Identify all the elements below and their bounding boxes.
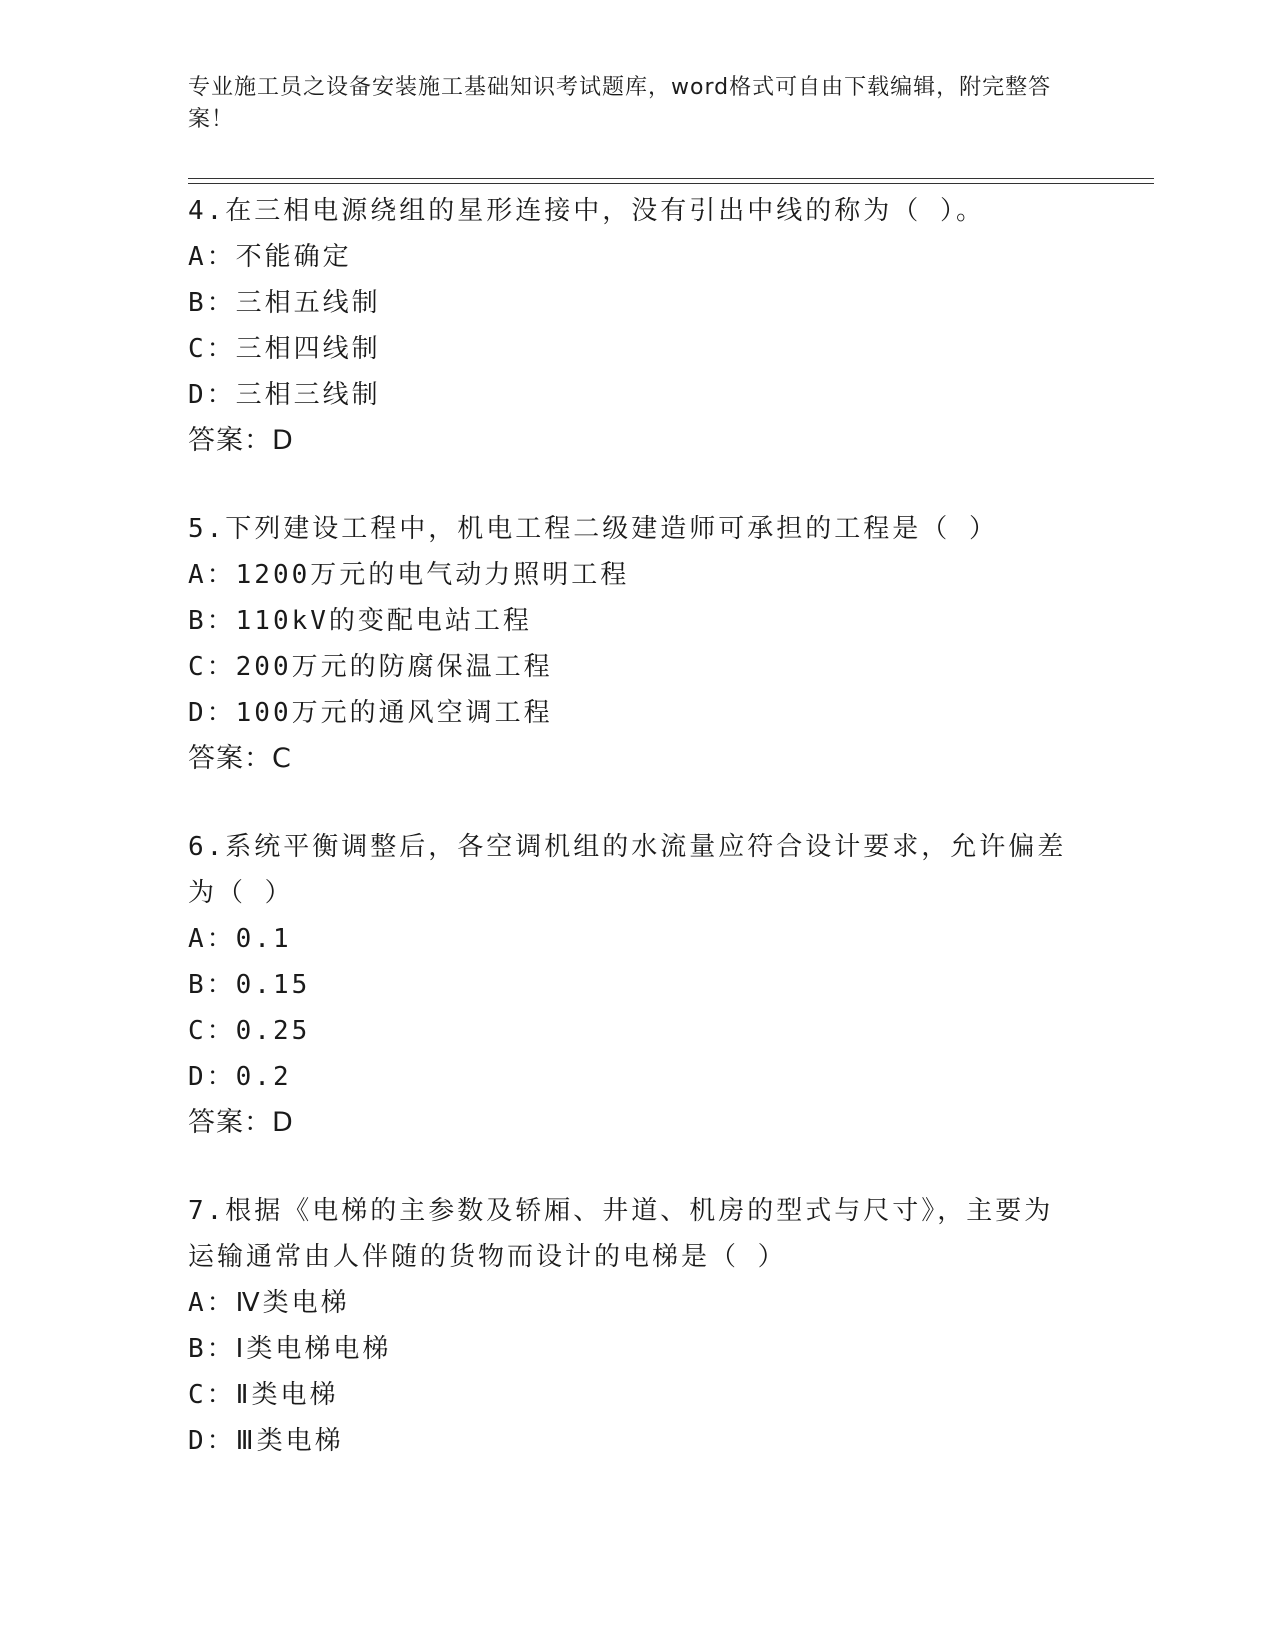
option-b: B：三相五线制 [188,288,381,318]
header-divider-bottom [188,183,1154,184]
question-6 [188,824,1068,1146]
option-b: B：110kV的变配电站工程 [188,606,532,636]
question-5 [188,506,1068,782]
question-stem: 4.在三相电源绕组的星形连接中，没有引出中线的称为（ ）。 [188,196,985,226]
question-stem: 7.根据《电梯的主参数及轿厢、井道、机房的型式与尺寸》，主要为运输通常由人伴随的货物而设计的电梯是（ ） [188,1196,1054,1272]
option-d: D：100万元的通风空调工程 [188,698,553,728]
option-b: B：0.15 [188,970,311,1000]
answer-line: 答案：D [188,425,294,456]
document-header: 专业施工员之设备安装施工基础知识考试题库，word格式可自由下载编辑，附完整答案！ [188,75,1052,132]
option-a: A：1200万元的电气动力照明工程 [188,560,630,590]
option-c: C：200万元的防腐保温工程 [188,652,553,682]
option-a: A：Ⅳ类电梯 [188,1288,350,1318]
answer-line: 答案：D [188,1107,294,1138]
option-a: A：不能确定 [188,242,352,272]
option-c: C：三相四线制 [188,334,381,364]
header-divider-top [188,178,1154,179]
option-a: A：0.1 [188,924,292,954]
question-7 [188,1188,1068,1464]
option-d: D：Ⅲ类电梯 [188,1426,344,1456]
option-c: C：0.25 [188,1016,311,1046]
option-d: D：0.2 [188,1062,292,1092]
answer-line: 答案：C [188,743,292,774]
question-stem: 6.系统平衡调整后，各空调机组的水流量应符合设计要求，允许偏差为（ ） [188,832,1067,908]
option-d: D：三相三线制 [188,380,381,410]
option-c: C：Ⅱ类电梯 [188,1380,339,1410]
option-b: B：Ⅰ类电梯电梯 [188,1334,392,1364]
question-stem: 5.下列建设工程中，机电工程二级建造师可承担的工程是（ ） [188,514,998,544]
question-4 [188,188,1068,464]
